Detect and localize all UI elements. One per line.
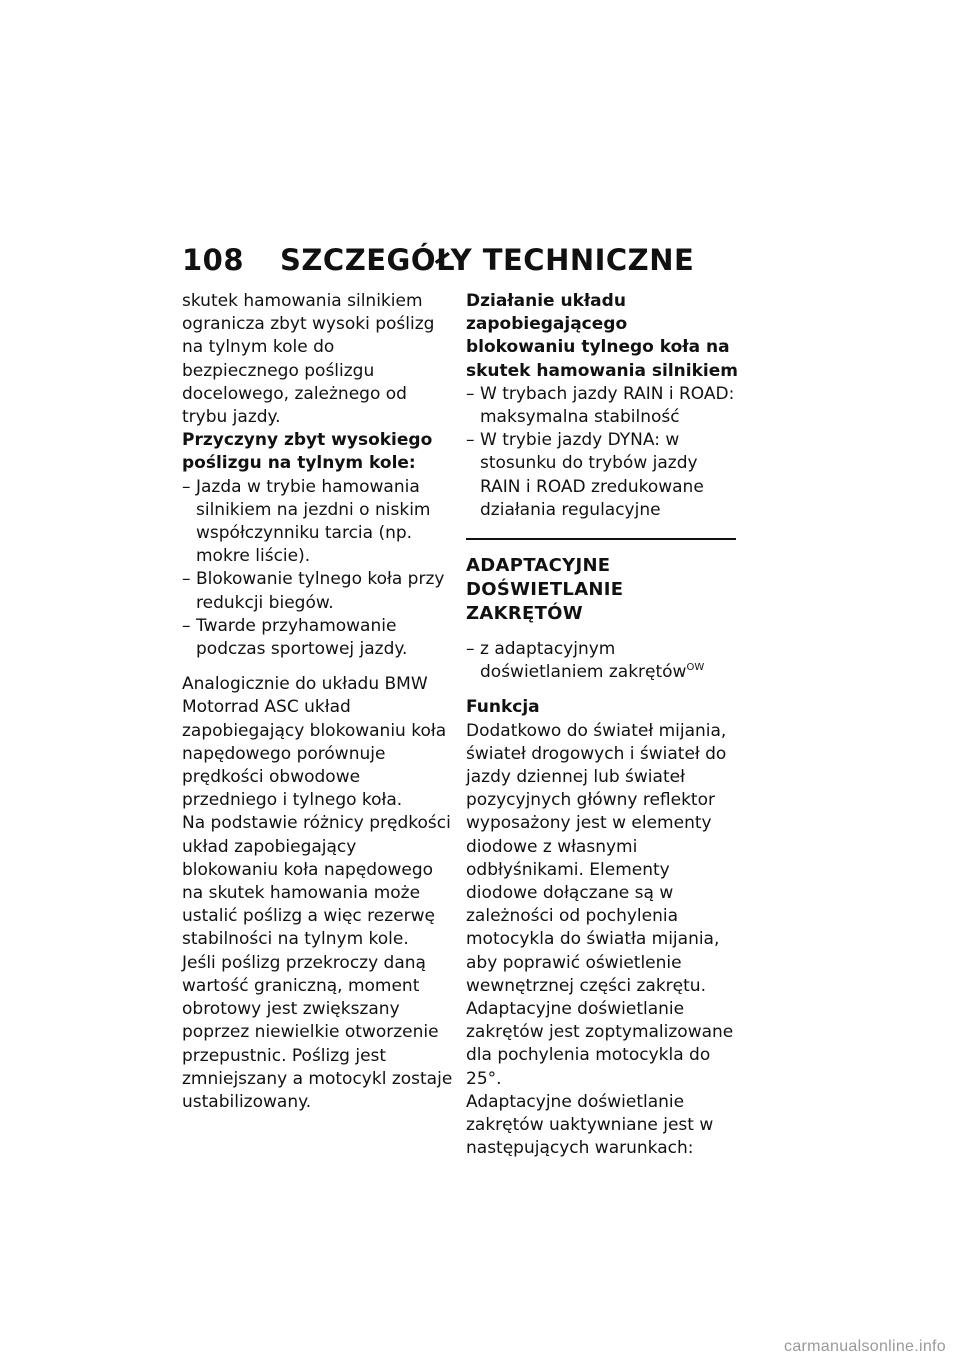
paragraph-asc-analogy: Analogicznie do układu BMW Motorrad ASC układ zapobiegający blokowaniu koła napędowego porównuje prędkości obwodowe przedniego i tylnego koła. — [182, 674, 447, 811]
option-code: OW — [686, 662, 705, 674]
section-title: ADAPTACYJNE DOŚWIETLANIE ZAKRĘTÓW — [466, 555, 624, 625]
list-item: – Twarde przyhamowanie podczas sportowej jazdy. — [182, 615, 408, 660]
list-item: – z adaptacyjnym doświetlaniem zakrętów$^{OW}$ — [466, 639, 705, 683]
paragraph-lean-angle: Adaptacyjne doświetlanie zakrętów jest zoptymalizowane dla pochylenia motocykla do 25°. — [466, 999, 734, 1089]
dash-bullet-icon: – — [182, 476, 191, 497]
dash-bullet-icon: – — [466, 639, 475, 660]
modes-list — [466, 383, 740, 522]
function-heading: Działanie układu zapobiegającego blokowaniu tylnego koła na skutek hamowania silnikiem — [466, 291, 738, 381]
funkcja-heading: Funkcja — [466, 697, 540, 718]
paragraph-engine-braking: skutek hamowania silnikiem ogranicza zbyt wysoki poślizg na tylnym kole do bezpiecznego poślizgu docelowego, zależnego od trybu jazdy. — [182, 291, 435, 428]
right-column — [466, 290, 740, 1161]
causes-heading: Przyczyny zbyt wysokiego poślizgu na tylnym kole: — [182, 430, 433, 474]
dash-bullet-icon: – — [466, 383, 475, 404]
list-item: – Jazda w trybie hamowania silnikiem na jezdni o niskim współczynniku tarcia (np. mokre liście). — [182, 476, 431, 567]
left-column — [182, 290, 454, 1114]
paragraph-headlight-elements: Dodatkowo do świateł mijania, świateł drogowych i świateł do jazdy dziennej lub świateł pozycyjnych główny reflektor wyposażony jest w elementy diodowe z własnymi odbłyśnikami. Elementy diodowe dołączane są w zależności od pochylenia motocykla do światła mijania, aby poprawić oświetlenie wewnętrznej części zakrętu. — [466, 720, 727, 996]
paragraph-activation-conditions: Adaptacyjne doświetlanie zakrętów uaktywniane jest w następujących warunkach: — [466, 1091, 714, 1159]
option-list — [466, 638, 740, 684]
paragraph-speed-difference: Na podstawie różnicy prędkości układ zapobiegający blokowaniu koła napędowego na skutek hamowania może ustalić poślizg a więc rezerwę stabilności na tylnym kole. — [182, 813, 451, 950]
watermark: carmanualsonline.info — [784, 1338, 946, 1355]
list-item: – W trybie jazdy DYNA: w stosunku do trybów jazdy RAIN i ROAD zredukowane działania regulacyjne — [466, 430, 704, 520]
causes-list — [182, 476, 454, 662]
list-item: – W trybach jazdy RAIN i ROAD: maksymalna stabilność — [466, 383, 735, 428]
list-item: – Blokowanie tylnego koła przy redukcji biegów. — [182, 569, 445, 613]
dash-bullet-icon: – — [466, 430, 475, 451]
dash-bullet-icon: – — [182, 569, 191, 590]
paragraph-slip-limit: Jeśli poślizg przekroczy daną wartość graniczną, moment obrotowy jest zwiększany poprzez niewielkie otworzenie przepustnic. Poślizg jest zmniejszany a motocykl zostaje ustabilizowany. — [182, 952, 453, 1112]
dash-bullet-icon: – — [182, 615, 191, 636]
page-number: 108 — [182, 243, 245, 277]
section-divider — [466, 538, 736, 540]
page-header — [182, 243, 782, 277]
page-title: SZCZEGÓŁY TECHNICZNE — [280, 243, 695, 277]
